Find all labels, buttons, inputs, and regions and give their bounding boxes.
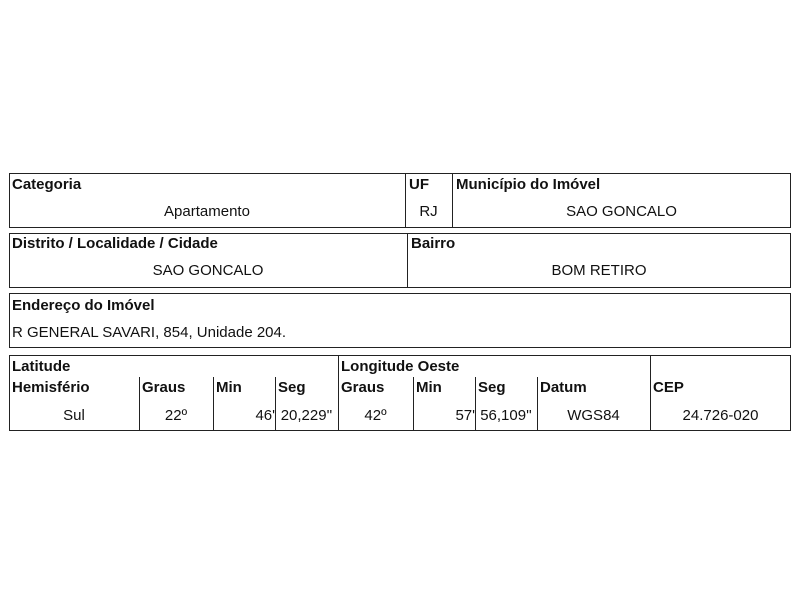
lon-graus-label: Graus xyxy=(341,379,385,396)
lat-min-label: Min xyxy=(216,379,242,396)
distrito-value: SAO GONCALO xyxy=(152,262,264,279)
lat-graus-label: Graus xyxy=(142,379,186,396)
cep-label: CEP xyxy=(653,379,684,396)
lon-min-label: Min xyxy=(416,379,442,396)
hemisferio-value: Sul xyxy=(63,407,85,424)
uf-label: UF xyxy=(409,176,429,193)
lon-graus-value: 42º xyxy=(364,407,387,424)
latitude-label: Latitude xyxy=(12,358,71,375)
municipio-label: Município do Imóvel xyxy=(456,176,601,193)
bairro-label: Bairro xyxy=(411,235,456,252)
lat-seg-label: Seg xyxy=(278,379,306,396)
municipio-value: SAO GONCALO xyxy=(566,203,677,220)
lon-seg-label: Seg xyxy=(478,379,506,396)
lon-min-value: 57' xyxy=(455,407,475,424)
datum-value: WGS84 xyxy=(567,407,620,424)
datum-label: Datum xyxy=(540,379,587,396)
lat-graus-value: 22º xyxy=(164,407,188,424)
lat-seg-value: 20,229'' xyxy=(280,407,333,424)
endereco-label: Endereço do Imóvel xyxy=(12,297,155,314)
lat-min-value: 46' xyxy=(255,407,275,424)
categoria-value: Apartamento xyxy=(164,203,250,220)
bairro-value: BOM RETIRO xyxy=(551,262,647,279)
lon-seg-value: 56,109'' xyxy=(480,407,532,424)
hemisferio-label: Hemisfério xyxy=(12,379,90,396)
longitude-label: Longitude Oeste xyxy=(341,358,460,375)
cep-value: 24.726-020 xyxy=(682,407,759,424)
endereco-value: R GENERAL SAVARI, 854, Unidade 204. xyxy=(12,324,287,341)
categoria-label: Categoria xyxy=(12,176,82,193)
distrito-label: Distrito / Localidade / Cidade xyxy=(12,235,218,252)
uf-value: RJ xyxy=(419,203,438,220)
